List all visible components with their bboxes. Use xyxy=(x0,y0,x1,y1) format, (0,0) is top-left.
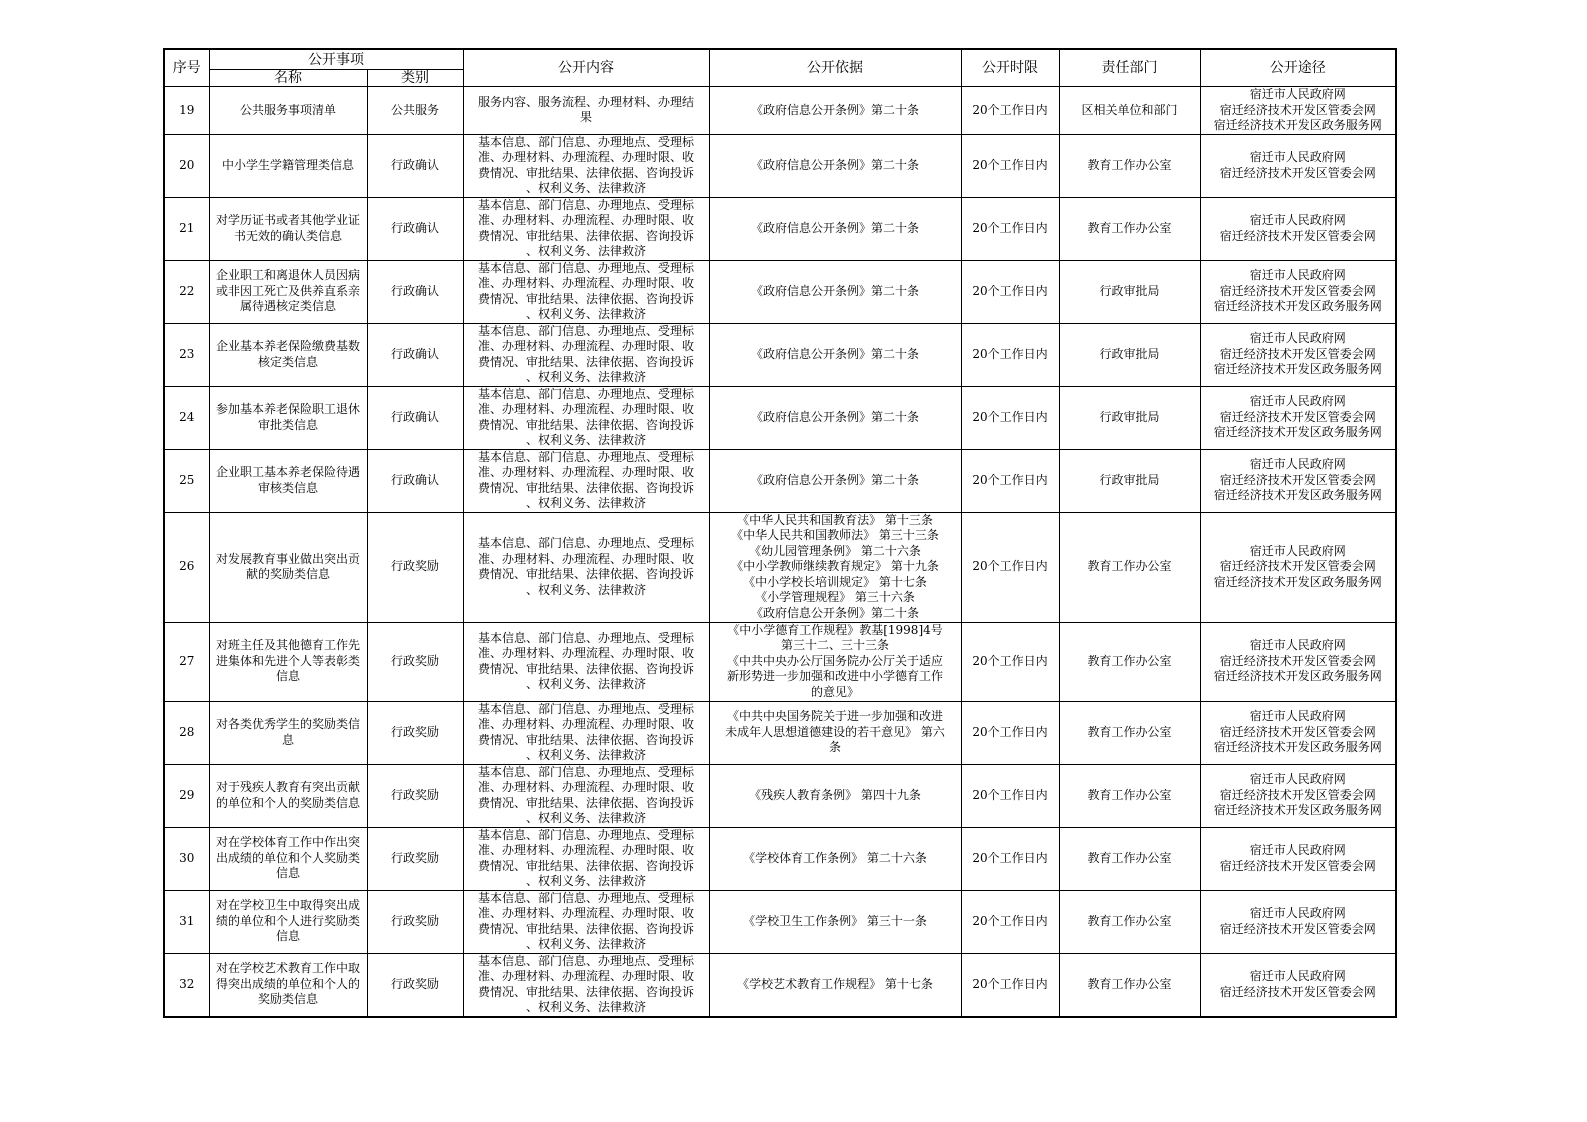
cell-content-line: 、权利义务、法律救济 xyxy=(525,496,646,510)
table-row xyxy=(164,701,1396,764)
disclosure-table xyxy=(163,48,1397,1018)
cell-category: 公共服务 xyxy=(367,87,463,135)
cell-department: 行政审批局 xyxy=(1059,386,1200,449)
cell-basis xyxy=(709,87,961,135)
cell-department: 教育工作办公室 xyxy=(1059,512,1200,622)
cell-content-line: 准、办理材料、办理流程、办理时限、收 xyxy=(477,843,694,857)
cell-content-line: 准、办理材料、办理流程、办理时限、收 xyxy=(477,465,694,479)
cell-category: 行政奖励 xyxy=(367,953,463,1017)
cell-content-line: 基本信息、部门信息、办理地点、受理标 xyxy=(477,630,694,645)
header-category: 类别 xyxy=(367,70,463,87)
cell-channel-line: 宿迁市人民政府网 xyxy=(1249,969,1346,983)
cell-content-line: 基本信息、部门信息、办理地点、受理标 xyxy=(477,953,694,968)
cell-basis-line: 《政府信息公开条例》第二十条 xyxy=(750,220,919,235)
cell-basis-line: 《政府信息公开条例》第二十条 xyxy=(750,346,919,361)
cell-basis-line: 《政府信息公开条例》第二十条 xyxy=(750,283,919,298)
cell-channel-line: 宿迁经济技术开发区政务服务网 xyxy=(1213,740,1382,755)
cell-channel xyxy=(1200,260,1396,323)
cell-basis-line: 《政府信息公开条例》第二十条 xyxy=(750,102,919,117)
cell-basis xyxy=(709,953,961,1017)
cell-name: 对在学校卫生中取得突出成绩的单位和个人进行奖励类信息 xyxy=(209,890,367,953)
table-row xyxy=(164,953,1396,1017)
cell-channel-line: 宿迁市人民政府网 xyxy=(1249,772,1346,787)
table-row xyxy=(164,323,1396,386)
cell-content xyxy=(463,87,709,135)
cell-content-line: 费情况、审批结果、法律依据、咨询投诉 xyxy=(477,567,694,581)
cell-content xyxy=(463,512,709,622)
cell-time-limit: 20个工作日内 xyxy=(961,134,1059,197)
header-time-limit: 公开时限 xyxy=(961,49,1059,87)
cell-content-line: 准、办理材料、办理流程、办理时限、收 xyxy=(477,780,694,794)
cell-name: 公共服务事项清单 xyxy=(209,87,367,135)
cell-content-line: 基本信息、部门信息、办理地点、受理标 xyxy=(477,701,694,716)
cell-channel-line: 宿迁经济技术开发区管委会网 xyxy=(1219,724,1376,739)
cell-category: 行政确认 xyxy=(367,449,463,512)
cell-channel-line: 宿迁市人民政府网 xyxy=(1249,394,1346,409)
cell-channel-line: 宿迁市人民政府网 xyxy=(1249,638,1346,653)
cell-channel xyxy=(1200,386,1396,449)
cell-category: 行政奖励 xyxy=(367,701,463,764)
header-seq: 序号 xyxy=(164,49,209,87)
cell-seq: 31 xyxy=(164,890,209,953)
cell-channel-line: 宿迁经济技术开发区管委会网 xyxy=(1219,984,1376,999)
cell-channel xyxy=(1200,134,1396,197)
cell-category: 行政奖励 xyxy=(367,827,463,890)
cell-content-line: 费情况、审批结果、法律依据、咨询投诉 xyxy=(477,732,694,747)
cell-channel xyxy=(1200,512,1396,622)
cell-department: 行政审批局 xyxy=(1059,449,1200,512)
cell-channel-line: 宿迁经济技术开发区政务服务网 xyxy=(1213,803,1382,818)
cell-basis-line: 《中共中央国务院关于进一步加强和改进 xyxy=(726,709,943,724)
cell-department: 区相关单位和部门 xyxy=(1059,87,1200,135)
cell-content-line: 、权利义务、法律救济 xyxy=(525,244,646,258)
cell-content xyxy=(463,386,709,449)
cell-name: 对于残疾人教育有突出贡献的单位和个人的奖励类信息 xyxy=(209,764,367,827)
cell-time-limit: 20个工作日内 xyxy=(961,197,1059,260)
cell-channel-line: 宿迁市人民政府网 xyxy=(1249,843,1346,857)
cell-time-limit: 20个工作日内 xyxy=(961,764,1059,827)
cell-seq: 25 xyxy=(164,449,209,512)
cell-department: 教育工作办公室 xyxy=(1059,953,1200,1017)
cell-content-line: 服务内容、服务流程、办理材料、办理结 xyxy=(477,94,694,109)
cell-content-line: 准、办理材料、办理流程、办理时限、收 xyxy=(477,213,694,227)
cell-department: 教育工作办公室 xyxy=(1059,764,1200,827)
cell-channel-line: 宿迁经济技术开发区管委会网 xyxy=(1219,858,1376,873)
cell-content-line: 基本信息、部门信息、办理地点、受理标 xyxy=(477,449,694,464)
cell-channel-line: 宿迁经济技术开发区管委会网 xyxy=(1219,346,1376,361)
cell-basis-line: 《残疾人教育条例》 第四十九条 xyxy=(749,787,921,802)
cell-content-line: 费情况、审批结果、法律依据、咨询投诉 xyxy=(477,165,694,180)
cell-seq: 22 xyxy=(164,260,209,323)
cell-channel-line: 宿迁经济技术开发区管委会网 xyxy=(1219,653,1376,668)
cell-content-line: 准、办理材料、办理流程、办理时限、收 xyxy=(477,150,694,164)
cell-name: 对学历证书或者其他学业证书无效的确认类信息 xyxy=(209,197,367,260)
cell-channel xyxy=(1200,449,1396,512)
cell-basis-line: 《中华人民共和国教育法》 第十三条 xyxy=(737,512,933,527)
cell-channel-line: 宿迁经济技术开发区管委会网 xyxy=(1219,102,1376,117)
cell-basis-line: 《中华人民共和国教师法》 第三十三条 xyxy=(731,528,939,543)
cell-content-line: 费情况、审批结果、法律依据、咨询投诉 xyxy=(477,984,694,999)
cell-time-limit: 20个工作日内 xyxy=(961,622,1059,701)
cell-content xyxy=(463,197,709,260)
cell-basis xyxy=(709,386,961,449)
cell-time-limit: 20个工作日内 xyxy=(961,260,1059,323)
cell-department: 教育工作办公室 xyxy=(1059,197,1200,260)
cell-department: 教育工作办公室 xyxy=(1059,827,1200,890)
cell-content-line: 、权利义务、法律救济 xyxy=(525,1000,646,1014)
cell-channel-line: 宿迁市人民政府网 xyxy=(1249,457,1346,472)
cell-time-limit: 20个工作日内 xyxy=(961,701,1059,764)
cell-content-line: 费情况、审批结果、法律依据、咨询投诉 xyxy=(477,921,694,936)
cell-basis-line: 《政府信息公开条例》第二十条 xyxy=(750,605,919,620)
cell-channel-line: 宿迁市人民政府网 xyxy=(1249,709,1346,724)
cell-channel xyxy=(1200,827,1396,890)
cell-time-limit: 20个工作日内 xyxy=(961,87,1059,135)
cell-content-line: 费情况、审批结果、法律依据、咨询投诉 xyxy=(477,858,694,873)
cell-basis-line: 《中共中央办公厅国务院办公厅关于适应 xyxy=(726,653,943,668)
cell-basis-line: 《政府信息公开条例》第二十条 xyxy=(750,157,919,172)
cell-name: 对在学校体育工作中作出突出成绩的单位和个人奖励类信息 xyxy=(209,827,367,890)
cell-basis xyxy=(709,323,961,386)
cell-category: 行政奖励 xyxy=(367,512,463,622)
cell-content-line: 、权利义务、法律救济 xyxy=(525,811,646,825)
cell-basis-line: 《政府信息公开条例》第二十条 xyxy=(750,472,919,487)
cell-category: 行政确认 xyxy=(367,386,463,449)
cell-content-line: 准、办理材料、办理流程、办理时限、收 xyxy=(477,717,694,731)
table-row xyxy=(164,449,1396,512)
cell-seq: 26 xyxy=(164,512,209,622)
cell-basis-line: 《学校艺术教育工作规程》 第十七条 xyxy=(737,976,933,991)
cell-basis xyxy=(709,701,961,764)
cell-basis xyxy=(709,827,961,890)
cell-seq: 28 xyxy=(164,701,209,764)
cell-name: 参加基本养老保险职工退休审批类信息 xyxy=(209,386,367,449)
cell-content-line: 、权利义务、法律救济 xyxy=(525,307,646,321)
cell-seq: 23 xyxy=(164,323,209,386)
cell-channel xyxy=(1200,953,1396,1017)
cell-channel xyxy=(1200,890,1396,953)
cell-content xyxy=(463,890,709,953)
cell-basis-line: 《中小学校长培训规定》 第十七条 xyxy=(743,574,927,589)
table-row xyxy=(164,827,1396,890)
table-row xyxy=(164,87,1396,135)
cell-basis xyxy=(709,197,961,260)
cell-basis xyxy=(709,260,961,323)
cell-content-line: 、权利义务、法律救济 xyxy=(525,181,646,195)
cell-content xyxy=(463,701,709,764)
cell-content-line: 基本信息、部门信息、办理地点、受理标 xyxy=(477,386,694,401)
table-row xyxy=(164,764,1396,827)
cell-channel xyxy=(1200,323,1396,386)
cell-content-line: 准、办理材料、办理流程、办理时限、收 xyxy=(477,551,694,566)
header-channel: 公开途径 xyxy=(1200,49,1396,87)
cell-channel-line: 宿迁市人民政府网 xyxy=(1249,87,1346,101)
cell-channel-line: 宿迁经济技术开发区管委会网 xyxy=(1219,787,1376,802)
header-content: 公开内容 xyxy=(463,49,709,87)
cell-time-limit: 20个工作日内 xyxy=(961,386,1059,449)
cell-channel xyxy=(1200,87,1396,135)
cell-channel-line: 宿迁经济技术开发区管委会网 xyxy=(1219,472,1376,487)
cell-content-line: 准、办理材料、办理流程、办理时限、收 xyxy=(477,402,694,416)
cell-content xyxy=(463,134,709,197)
cell-name: 企业职工和离退休人员因病或非因工死亡及供养直系亲属待遇核定类信息 xyxy=(209,260,367,323)
cell-content-line: 准、办理材料、办理流程、办理时限、收 xyxy=(477,969,694,983)
cell-channel-line: 宿迁市人民政府网 xyxy=(1249,906,1346,920)
cell-content-line: 准、办理材料、办理流程、办理时限、收 xyxy=(477,906,694,920)
cell-basis-line: 条 xyxy=(828,740,841,755)
cell-department: 教育工作办公室 xyxy=(1059,701,1200,764)
cell-basis-line: 《学校体育工作条例》 第二十六条 xyxy=(743,850,927,865)
cell-basis xyxy=(709,512,961,622)
cell-channel-line: 宿迁经济技术开发区政务服务网 xyxy=(1213,574,1382,589)
cell-channel-line: 宿迁市人民政府网 xyxy=(1249,213,1346,227)
cell-content-line: 、权利义务、法律救济 xyxy=(525,677,646,691)
cell-content-line: 、权利义务、法律救济 xyxy=(525,937,646,951)
cell-time-limit: 20个工作日内 xyxy=(961,512,1059,622)
table-row xyxy=(164,260,1396,323)
cell-content-line: 基本信息、部门信息、办理地点、受理标 xyxy=(477,890,694,905)
cell-channel-line: 宿迁市人民政府网 xyxy=(1249,331,1346,346)
cell-content-line: 费情况、审批结果、法律依据、咨询投诉 xyxy=(477,228,694,243)
cell-department: 教育工作办公室 xyxy=(1059,890,1200,953)
cell-basis xyxy=(709,890,961,953)
cell-basis-line: 《政府信息公开条例》第二十条 xyxy=(750,409,919,424)
cell-content-line: 费情况、审批结果、法律依据、咨询投诉 xyxy=(477,795,694,810)
cell-time-limit: 20个工作日内 xyxy=(961,890,1059,953)
cell-category: 行政奖励 xyxy=(367,890,463,953)
cell-basis-line: 《小学管理规程》 第三十六条 xyxy=(755,590,915,605)
cell-channel-line: 宿迁市人民政府网 xyxy=(1249,268,1346,283)
cell-name: 对班主任及其他德育工作先进集体和先进个人等表彰类信息 xyxy=(209,622,367,701)
cell-content-line: 费情况、审批结果、法律依据、咨询投诉 xyxy=(477,661,694,676)
cell-basis-line: 第三十二、三十三条 xyxy=(780,638,889,653)
cell-channel-line: 宿迁经济技术开发区管委会网 xyxy=(1219,409,1376,424)
header-item-group: 公开事项 xyxy=(209,49,463,70)
cell-content-line: 基本信息、部门信息、办理地点、受理标 xyxy=(477,134,694,149)
cell-name: 中小学生学籍管理类信息 xyxy=(209,134,367,197)
cell-content-line: 果 xyxy=(579,110,592,125)
cell-channel-line: 宿迁经济技术开发区管委会网 xyxy=(1219,228,1376,243)
cell-seq: 21 xyxy=(164,197,209,260)
cell-seq: 32 xyxy=(164,953,209,1017)
cell-category: 行政确认 xyxy=(367,323,463,386)
table-row xyxy=(164,386,1396,449)
cell-content-line: 、权利义务、法律救济 xyxy=(525,433,646,447)
cell-content-line: 费情况、审批结果、法律依据、咨询投诉 xyxy=(477,480,694,495)
header-department: 责任部门 xyxy=(1059,49,1200,87)
cell-basis xyxy=(709,622,961,701)
cell-content-line: 、权利义务、法律救济 xyxy=(525,370,646,384)
cell-content-line: 准、办理材料、办理流程、办理时限、收 xyxy=(477,276,694,290)
cell-category: 行政确认 xyxy=(367,260,463,323)
cell-category: 行政确认 xyxy=(367,134,463,197)
cell-content xyxy=(463,764,709,827)
cell-basis-line: 《幼儿园管理条例》 第二十六条 xyxy=(749,543,921,558)
cell-content-line: 、权利义务、法律救济 xyxy=(525,582,646,597)
cell-content-line: 基本信息、部门信息、办理地点、受理标 xyxy=(477,827,694,842)
cell-channel-line: 宿迁经济技术开发区政务服务网 xyxy=(1213,425,1382,440)
cell-content-line: 费情况、审批结果、法律依据、咨询投诉 xyxy=(477,291,694,306)
cell-name: 企业职工基本养老保险待遇审核类信息 xyxy=(209,449,367,512)
cell-content-line: 费情况、审批结果、法律依据、咨询投诉 xyxy=(477,354,694,369)
cell-channel-line: 宿迁经济技术开发区政务服务网 xyxy=(1213,362,1382,377)
cell-content-line: 、权利义务、法律救济 xyxy=(525,874,646,888)
cell-channel-line: 宿迁经济技术开发区管委会网 xyxy=(1219,921,1376,936)
cell-content-line: 基本信息、部门信息、办理地点、受理标 xyxy=(477,197,694,212)
cell-name: 企业基本养老保险缴费基数核定类信息 xyxy=(209,323,367,386)
header-name: 名称 xyxy=(209,70,367,87)
cell-department: 行政审批局 xyxy=(1059,323,1200,386)
cell-channel-line: 宿迁经济技术开发区管委会网 xyxy=(1219,283,1376,298)
cell-content-line: 基本信息、部门信息、办理地点、受理标 xyxy=(477,764,694,779)
cell-basis-line: 的意见》 xyxy=(810,684,859,699)
cell-channel xyxy=(1200,197,1396,260)
cell-basis-line: 新形势进一步加强和改进中小学德育工作 xyxy=(726,669,943,684)
cell-content xyxy=(463,260,709,323)
cell-category: 行政奖励 xyxy=(367,764,463,827)
table-body xyxy=(164,87,1396,1017)
table-row xyxy=(164,134,1396,197)
cell-time-limit: 20个工作日内 xyxy=(961,827,1059,890)
cell-basis xyxy=(709,449,961,512)
cell-content-line: 准、办理材料、办理流程、办理时限、收 xyxy=(477,339,694,353)
cell-channel-line: 宿迁经济技术开发区管委会网 xyxy=(1219,559,1376,574)
cell-content-line: 基本信息、部门信息、办理地点、受理标 xyxy=(477,260,694,275)
cell-category: 行政奖励 xyxy=(367,622,463,701)
table-row xyxy=(164,890,1396,953)
cell-seq: 27 xyxy=(164,622,209,701)
cell-seq: 20 xyxy=(164,134,209,197)
cell-content-line: 、权利义务、法律救济 xyxy=(525,748,646,762)
cell-department: 教育工作办公室 xyxy=(1059,622,1200,701)
cell-seq: 29 xyxy=(164,764,209,827)
cell-channel-line: 宿迁经济技术开发区管委会网 xyxy=(1219,165,1376,180)
cell-seq: 24 xyxy=(164,386,209,449)
table-row xyxy=(164,622,1396,701)
cell-category: 行政确认 xyxy=(367,197,463,260)
cell-channel-line: 宿迁市人民政府网 xyxy=(1249,543,1346,558)
table-row xyxy=(164,512,1396,622)
cell-basis-line: 《中小学教师继续教育规定》 第十九条 xyxy=(731,559,939,574)
cell-time-limit: 20个工作日内 xyxy=(961,953,1059,1017)
cell-basis xyxy=(709,134,961,197)
cell-channel-line: 宿迁经济技术开发区政务服务网 xyxy=(1213,118,1382,132)
cell-channel xyxy=(1200,764,1396,827)
cell-name: 对发展教育事业做出突出贡献的奖励类信息 xyxy=(209,512,367,622)
cell-basis-line: 《中小学德育工作规程》教基[1998]4号 xyxy=(727,622,943,637)
cell-channel-line: 宿迁经济技术开发区政务服务网 xyxy=(1213,299,1382,314)
cell-channel-line: 宿迁市人民政府网 xyxy=(1249,150,1346,164)
cell-channel xyxy=(1200,701,1396,764)
cell-channel-line: 宿迁经济技术开发区政务服务网 xyxy=(1213,488,1382,503)
cell-basis xyxy=(709,764,961,827)
cell-time-limit: 20个工作日内 xyxy=(961,323,1059,386)
cell-basis-line: 《学校卫生工作条例》 第三十一条 xyxy=(743,913,927,928)
cell-content-line: 基本信息、部门信息、办理地点、受理标 xyxy=(477,323,694,338)
cell-basis-line: 未成年人思想道德建设的若干意见》 第六 xyxy=(725,724,945,739)
cell-content-line: 费情况、审批结果、法律依据、咨询投诉 xyxy=(477,417,694,432)
cell-content xyxy=(463,323,709,386)
cell-content xyxy=(463,953,709,1017)
cell-content xyxy=(463,827,709,890)
cell-department: 教育工作办公室 xyxy=(1059,134,1200,197)
cell-department: 行政审批局 xyxy=(1059,260,1200,323)
header-basis: 公开依据 xyxy=(709,49,961,87)
cell-content-line: 基本信息、部门信息、办理地点、受理标 xyxy=(477,536,694,550)
cell-channel xyxy=(1200,622,1396,701)
cell-name: 对各类优秀学生的奖励类信息 xyxy=(209,701,367,764)
cell-channel-line: 宿迁经济技术开发区政务服务网 xyxy=(1213,669,1382,684)
cell-seq: 30 xyxy=(164,827,209,890)
table-row xyxy=(164,197,1396,260)
cell-content xyxy=(463,622,709,701)
cell-content xyxy=(463,449,709,512)
cell-seq: 19 xyxy=(164,87,209,135)
cell-name: 对在学校艺术教育工作中取得突出成绩的单位和个人的奖励类信息 xyxy=(209,953,367,1017)
cell-content-line: 准、办理材料、办理流程、办理时限、收 xyxy=(477,646,694,660)
cell-time-limit: 20个工作日内 xyxy=(961,449,1059,512)
